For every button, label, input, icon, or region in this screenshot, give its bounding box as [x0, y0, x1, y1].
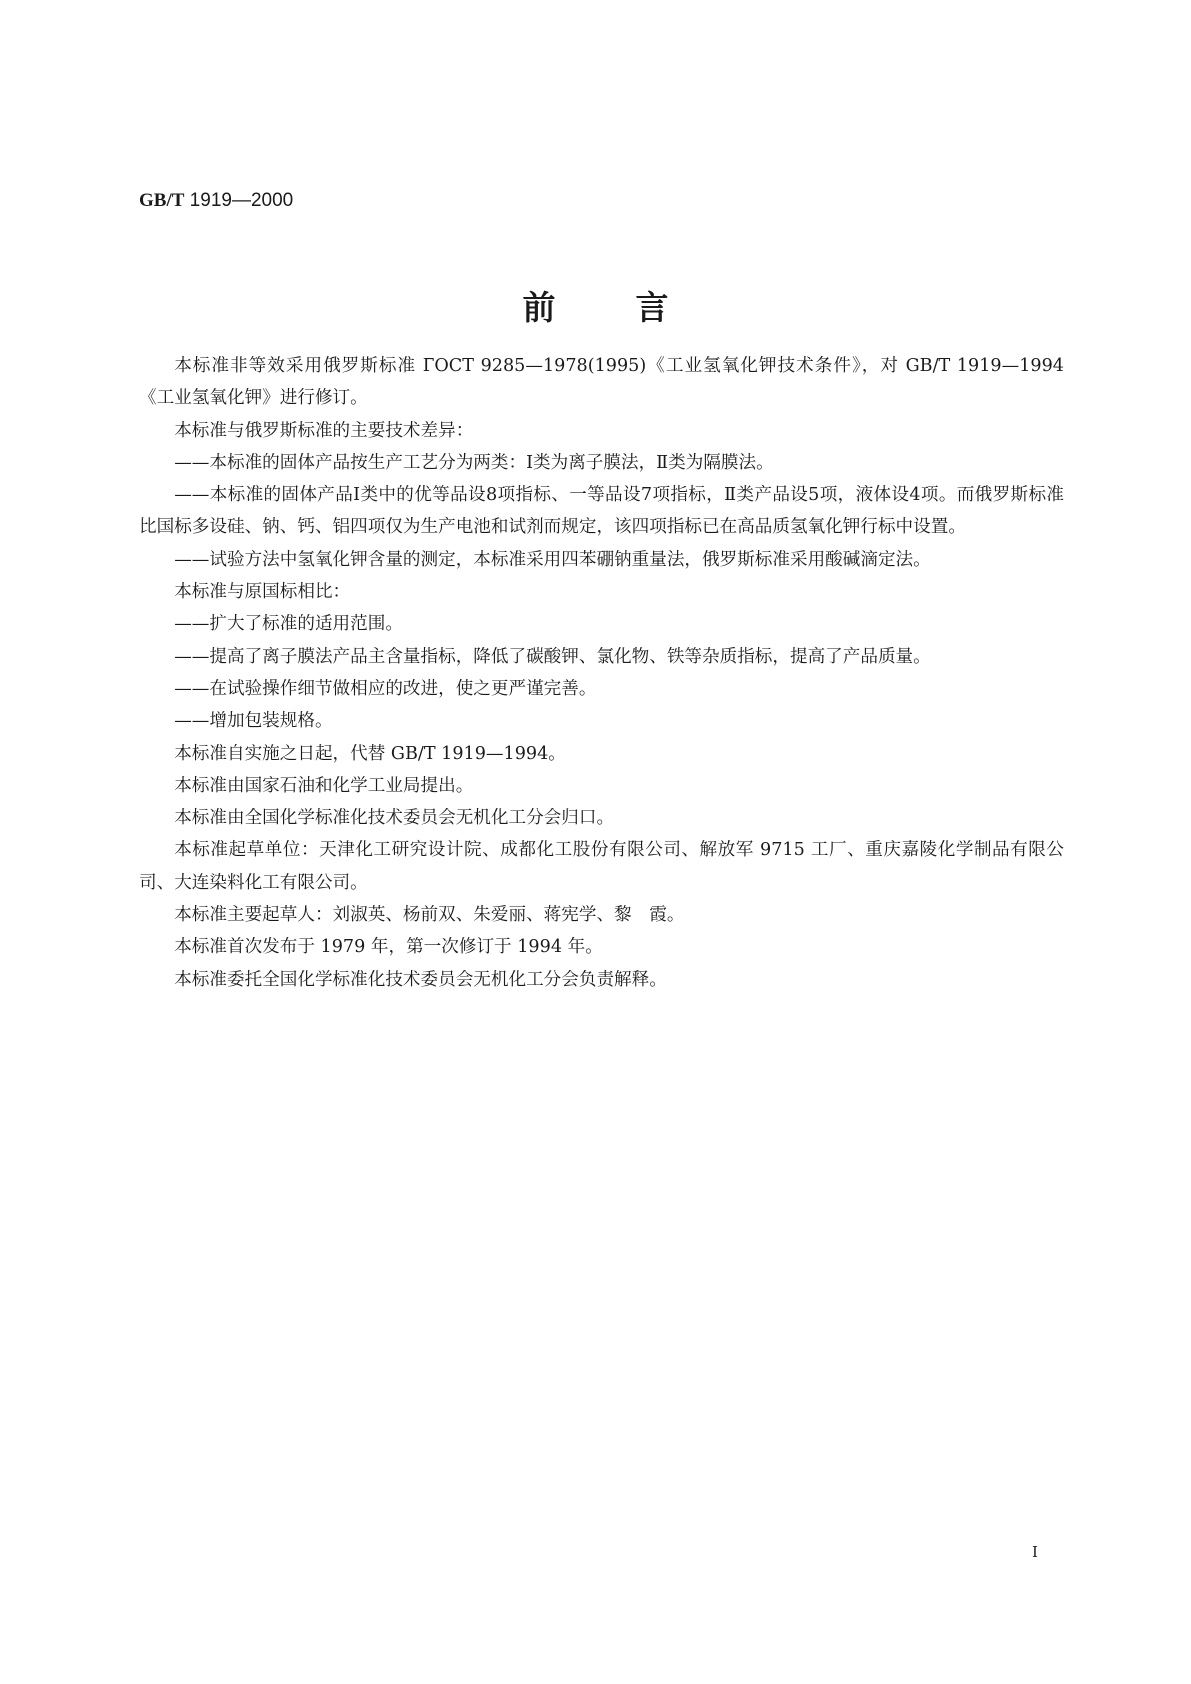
paragraph: 本标准委托全国化学标准化技术委员会无机化工分会负责解释。 [174, 969, 667, 990]
paragraph: 本标准非等效采用俄罗斯标准 ГОСТ 9285—1978(1995)《工业氢氧化钾技术条件》，对 GB/T 1919—1994《工业氢氧化钾》进行修订。 [139, 356, 1064, 409]
paragraph: 本标准自实施之日起，代替 GB/T 1919—1994。 [174, 743, 566, 764]
page-title: 前言 [522, 288, 749, 327]
page-number: Ⅰ [1032, 1545, 1038, 1561]
standard-code-prefix: GB/T [139, 190, 185, 211]
standard-code-number: 1919—2000 [184, 190, 294, 211]
paragraph: ——试验方法中氢氧化钾含量的测定，本标准采用四苯硼钠重量法，俄罗斯标准采用酸碱滴定法。 [174, 549, 931, 570]
paragraph: 本标准由全国化学标准化技术委员会无机化工分会归口。 [174, 808, 615, 829]
paragraph: ——提高了离子膜法产品主含量指标，降低了碳酸钾、氯化物、铁等杂质指标，提高了产品质量。 [174, 646, 931, 667]
standard-code [139, 190, 293, 212]
paragraph: 本标准主要起草人：刘淑英、杨前双、朱爱丽、蒋宪学、黎 霞。 [174, 905, 685, 926]
paragraph: ——在试验操作细节做相应的改进，使之更严谨完善。 [174, 678, 597, 699]
paragraph: 本标准由国家石油和化学工业局提出。 [174, 775, 474, 796]
paragraph: 本标准与俄罗斯标准的主要技术差异： [174, 420, 474, 441]
foreword-body [139, 350, 1064, 996]
paragraph: ——扩大了标准的适用范围。 [174, 614, 403, 635]
paragraph: 本标准起草单位：天津化工研究设计院、成都化工股份有限公司、解放军 9715 工厂、重庆嘉陵化学制品有限公司、大连染料化工有限公司。 [139, 840, 1064, 893]
paragraph: ——本标准的固体产品按生产工艺分为两类：Ⅰ类为离子膜法，Ⅱ类为隔膜法。 [174, 452, 774, 473]
paragraph: ——本标准的固体产品Ⅰ类中的优等品设8项指标、一等品设7项指标，Ⅱ类产品设5项，液体设4项。而俄罗斯标准比国标多设硅、钠、钙、铝四项仅为生产电池和试剂而规定，该四项指标已在高品质氢氧化钾行标中设置。 [139, 485, 1064, 538]
paragraph: 本标准与原国标相比： [174, 582, 351, 603]
paragraph: 本标准首次发布于 1979 年，第一次修订于 1994 年。 [174, 937, 603, 958]
paragraph: ——增加包装规格。 [174, 711, 333, 732]
